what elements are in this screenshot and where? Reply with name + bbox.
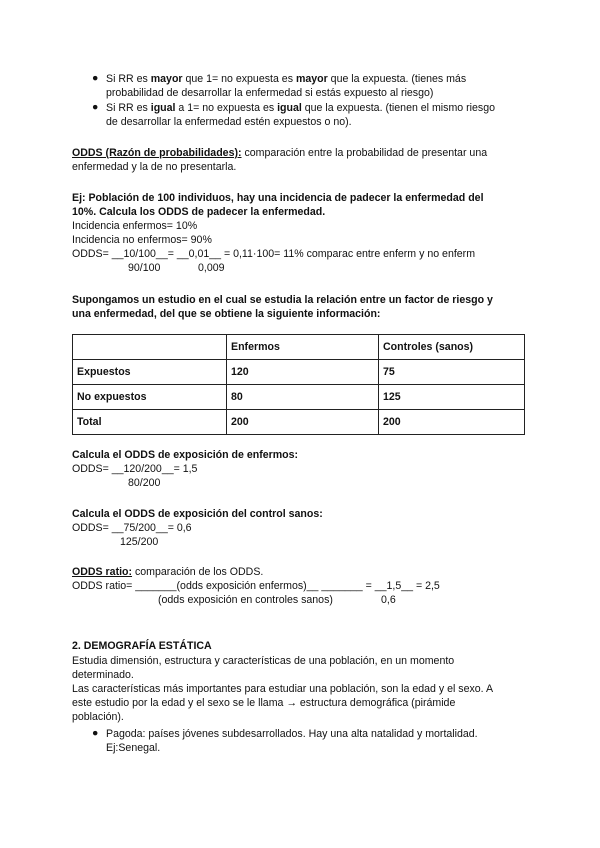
table-cell: 125 <box>379 385 525 410</box>
table-cell: 75 <box>379 360 525 385</box>
section-2-body: Estudia dimensión, estructura y características de una población, en un momento determinado. Las características más importantes para estudiar una población, son la edad y el sexo. A este estudio por la edad y el sexo se le llama → estructura demográfica (pirámide población). <box>72 655 494 723</box>
table-row <box>73 360 525 385</box>
calc-odds-enfermos: Calcula el ODDS de exposición de enfermos: ODDS= __120/200__= 1,5 <box>72 449 299 475</box>
table-row <box>73 410 525 435</box>
table-header-cell <box>73 335 227 360</box>
calc-odds-sanos: Calcula el ODDS de exposición del control sanos: ODDS= __75/200__= 0,6 <box>72 508 323 534</box>
odds-title: ODDS (Razón de probabilidades): <box>72 147 242 159</box>
example-1-denominator-2: 0,009 <box>198 262 225 274</box>
table-cell: 200 <box>227 410 379 435</box>
calc-1-denominator: 80/200 <box>128 477 161 489</box>
contingency-table <box>72 334 525 435</box>
example-1-formula: ODDS= __10/100__= __0,01__ = 0,11·100= 11% comparac entre enferm y no enferm <box>72 248 476 260</box>
table-row <box>73 385 525 410</box>
table-header-row <box>73 335 525 360</box>
pagoda-bullet: Pagoda: países jóvenes subdesarrollados. Hay una alta natalidad y mortalidad. Ej:Senegal. <box>106 728 478 754</box>
table-cell: 120 <box>227 360 379 385</box>
study-intro: Supongamos un estudio en el cual se estudia la relación entre un factor de riesgo y una enfermedad, del que se obtiene la siguiente información: <box>72 294 493 320</box>
table-cell: No expuestos <box>73 385 227 410</box>
table-header-cell: Enfermos <box>227 335 379 360</box>
table-cell: Total <box>73 410 227 435</box>
bullet-dot: ● <box>92 101 99 113</box>
table-cell: 80 <box>227 385 379 410</box>
odds-ratio-denominator-2: 0,6 <box>381 594 396 606</box>
odds-ratio: ODDS ratio: comparación de los ODDS. ODDS ratio= _______(odds exposición enfermos)__ _______ = __1,5__ = 2,5 <box>72 566 440 592</box>
odds-ratio-title: ODDS ratio: <box>72 566 133 578</box>
table-cell: 200 <box>379 410 525 435</box>
bullet-dot: ● <box>92 72 99 84</box>
rr-bullet-2: Si RR es igual a 1= no expuesta es igual que la expuesta. (tienen el mismo riesgo de desarrollar la enfermedad estén expuestos o no). <box>106 102 495 128</box>
rr-bullet-1: Si RR es mayor que 1= no expuesta es mayor que la expuesta. (tienes más probabilidad de desarrollar la enfermedad si estás expuesto al riesgo) <box>106 73 467 99</box>
table-cell: Expuestos <box>73 360 227 385</box>
bullet-dot: ● <box>92 727 99 739</box>
calc-2-denominator: 125/200 <box>120 536 159 548</box>
example-1: Ej: Población de 100 individuos, hay una incidencia de padecer la enfermedad del 10%. Calcula los ODDS de padecer la enfermedad. Incidencia enfermos= 10% Incidencia no enfermos= 90% ODDS= __10/100__= __0,01__ = 0,11·100= 11% comparac entre enferm y no enferm <box>72 191 532 261</box>
example-1-denominator-1: 90/100 <box>128 262 161 274</box>
table-header-cell: Controles (sanos) <box>379 335 525 360</box>
odds-definition: ODDS (Razón de probabilidades): comparación entre la probabilidad de presentar una enfermedad y la de no presentarla. <box>72 147 488 173</box>
section-heading: 2. DEMOGRAFÍA ESTÁTICA <box>72 640 212 652</box>
odds-ratio-denominator-1: (odds exposición en controles sanos) <box>158 594 333 606</box>
